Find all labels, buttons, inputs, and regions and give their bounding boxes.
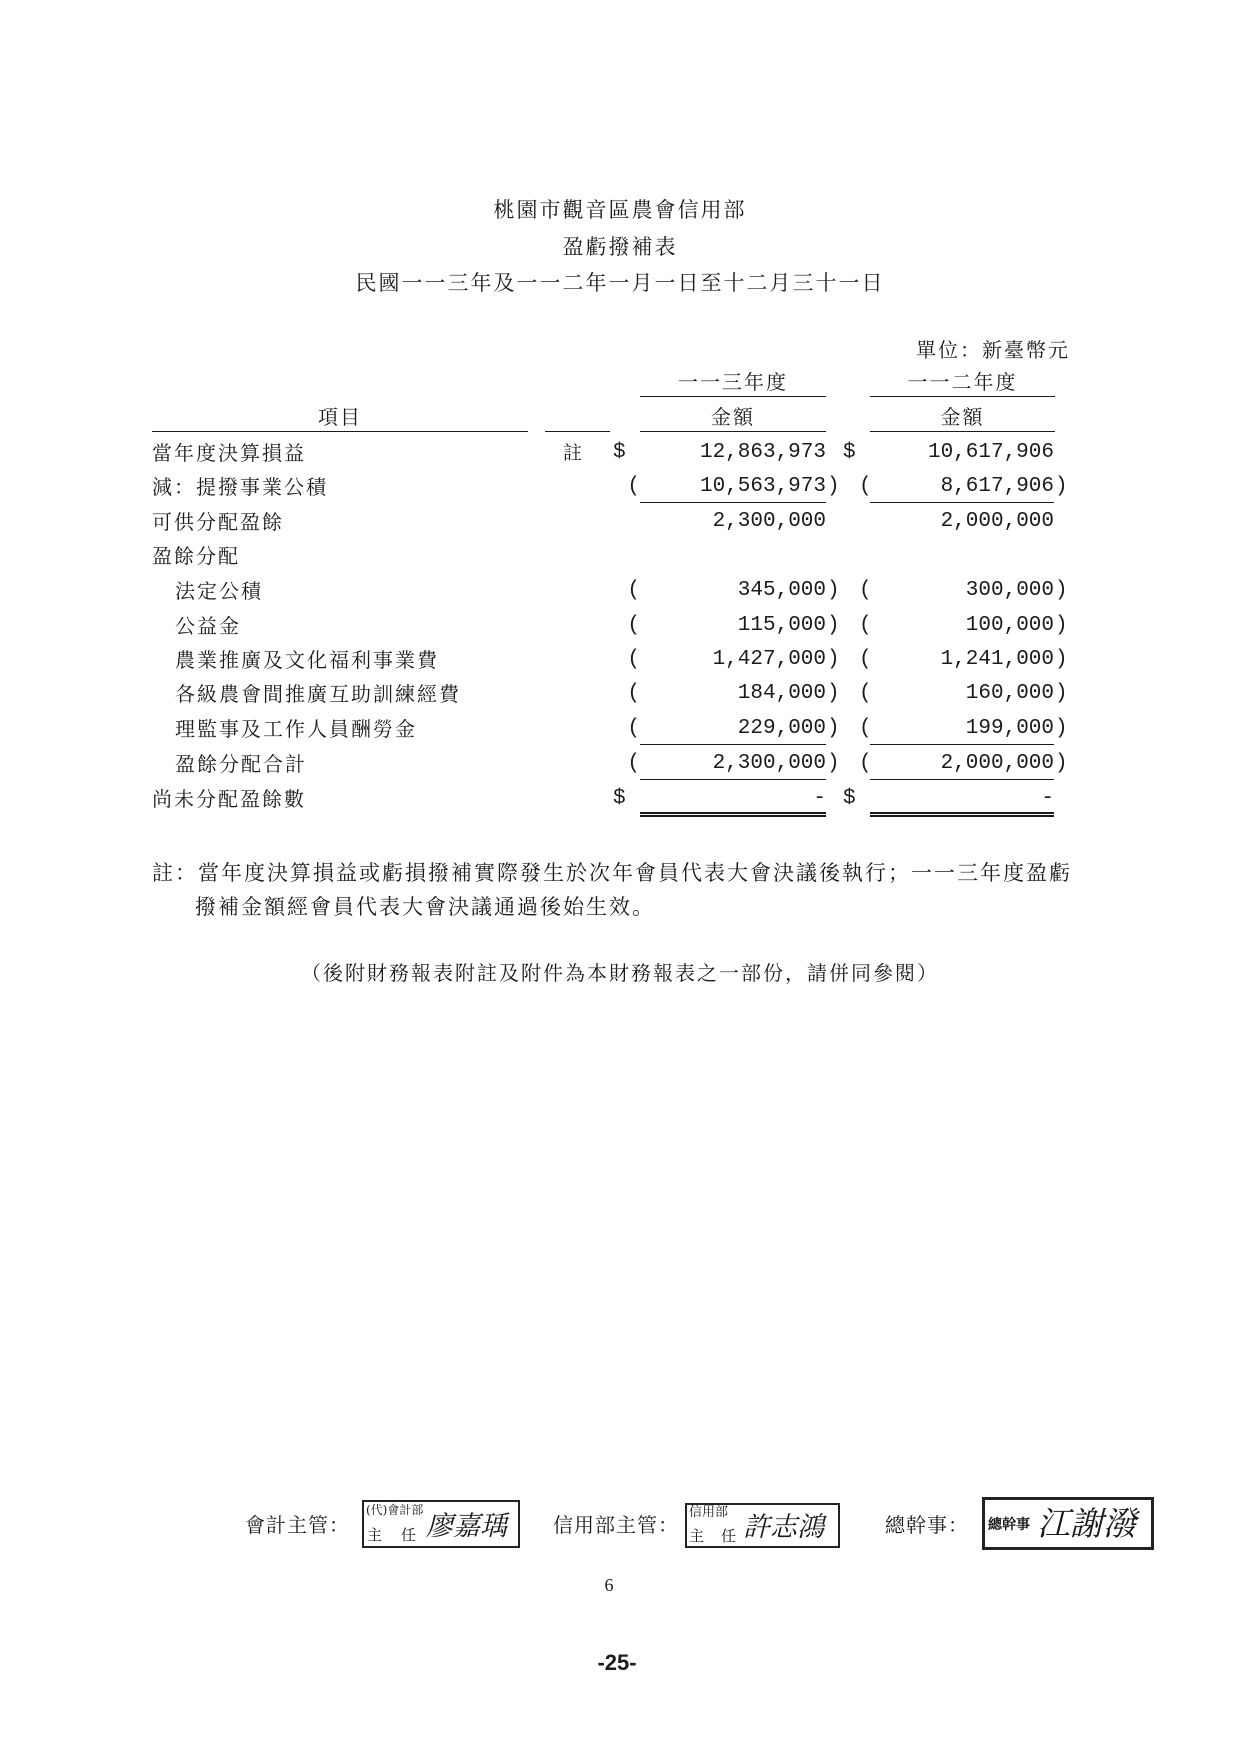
- row-director-staff-remuneration: [0, 714, 1240, 744]
- amount-113: 12,863,973: [699, 441, 826, 464]
- close-paren-112: ): [1055, 475, 1068, 498]
- close-paren-112: ): [1055, 752, 1068, 775]
- currency-symbol-113: $: [613, 787, 626, 810]
- accounting-manager-stamp: [362, 1500, 520, 1548]
- open-paren-113: (: [627, 579, 640, 602]
- stamp-signature-name: 廖嘉瑀: [426, 1511, 507, 1542]
- amount-112: 1,241,000: [940, 648, 1054, 671]
- row-legal-reserve: [0, 576, 1240, 606]
- row-label: 盈餘分配: [152, 544, 240, 568]
- credit-dept-manager-stamp: [685, 1503, 840, 1548]
- row-label: 法定公積: [175, 579, 263, 603]
- reference-note: （後附財務報表附註及附件為本財務報表之一部份，請併同參閱）: [301, 961, 939, 985]
- footnote-line-2: 撥補金額經會員代表大會決議通過後始生效。: [195, 895, 655, 919]
- open-paren-112: (: [859, 475, 872, 498]
- close-paren-113: ): [827, 682, 840, 705]
- row-label: 農業推廣及文化福利事業費: [175, 648, 439, 672]
- row-total-surplus-distribution: [0, 749, 1240, 779]
- column-item: 項目: [152, 404, 528, 432]
- column-note-rule: [545, 404, 610, 432]
- amount-113: 115,000: [737, 614, 826, 637]
- amount-113: 1,427,000: [712, 648, 826, 671]
- note-reference: 註: [563, 442, 583, 464]
- currency-symbol-112: $: [843, 441, 856, 464]
- stamp-role-1: 主: [689, 1527, 705, 1545]
- close-paren-113: ): [827, 717, 840, 740]
- column-amount-112: 金額: [870, 404, 1055, 432]
- row-label: 可供分配盈餘: [152, 510, 284, 534]
- statement-period: 民國一一三年及一一二年一月一日至十二月三十一日: [355, 271, 885, 295]
- open-paren-113: (: [627, 475, 640, 498]
- amount-112: 199,000: [870, 714, 1054, 745]
- close-paren-113: ): [827, 579, 840, 602]
- general-manager-stamp: [982, 1497, 1154, 1550]
- amount-112: 100,000: [965, 614, 1054, 637]
- amount-112: 160,000: [965, 682, 1054, 705]
- footnote-line-1: 註：當年度決算損益或虧損撥補實際發生於次年會員代表大會決議後執行；一一三年度盈虧: [152, 861, 1072, 885]
- amount-112: 8,617,906: [870, 472, 1054, 503]
- stamp-role-2: 任: [401, 1526, 417, 1544]
- column-year-113: 一一三年度: [640, 369, 826, 397]
- open-paren-113: (: [627, 648, 640, 671]
- close-paren-112: ): [1055, 614, 1068, 637]
- open-paren-113: (: [627, 717, 640, 740]
- row-public-welfare-fund: [0, 611, 1240, 641]
- amount-113: 229,000: [640, 714, 826, 745]
- open-paren-113: (: [627, 614, 640, 637]
- page-number: 6: [604, 1575, 614, 1595]
- currency-symbol-113: $: [613, 441, 626, 464]
- stamp-role-1: 主: [367, 1526, 383, 1544]
- row-label: 公益金: [175, 614, 241, 638]
- row-label: 當年度決算損益: [152, 441, 306, 465]
- open-paren-112: (: [859, 682, 872, 705]
- amount-113: 345,000: [737, 579, 826, 602]
- open-paren-113: (: [627, 752, 640, 775]
- amount-113: 2,300,000: [640, 749, 826, 780]
- statement-title: 盈虧撥補表: [562, 235, 678, 259]
- amount-112: 2,000,000: [940, 510, 1054, 533]
- row-agri-promotion-welfare-expense: [0, 645, 1240, 675]
- row-label: 各級農會間推廣互助訓練經費: [175, 682, 461, 706]
- row-current-year-profit-loss: [0, 438, 1240, 468]
- row-label: 盈餘分配合計: [175, 752, 307, 776]
- row-inter-association-training-fund: [0, 679, 1240, 709]
- open-paren-112: (: [859, 579, 872, 602]
- amount-112: 10,617,906: [927, 441, 1054, 464]
- open-paren-112: (: [859, 648, 872, 671]
- credit-dept-manager-label: 信用部主管：: [553, 1513, 679, 1537]
- amount-113: 2,300,000: [712, 510, 826, 533]
- close-paren-113: ): [827, 475, 840, 498]
- close-paren-112: ): [1055, 717, 1068, 740]
- close-paren-112: ): [1055, 648, 1068, 671]
- amount-113: 184,000: [737, 682, 826, 705]
- organization-name: 桃園市觀音區農會信用部: [493, 198, 747, 222]
- open-paren-112: (: [859, 614, 872, 637]
- amount-113: 10,563,973: [640, 472, 826, 503]
- stamp-role-2: 任: [721, 1527, 737, 1545]
- stamp-role: 總幹事: [988, 1517, 1030, 1533]
- open-paren-113: (: [627, 682, 640, 705]
- amount-112: -: [870, 784, 1054, 817]
- amount-112: 300,000: [965, 579, 1054, 602]
- close-paren-112: ): [1055, 579, 1068, 602]
- row-less-business-reserve: [0, 472, 1240, 502]
- general-manager-label: 總幹事：: [885, 1513, 969, 1537]
- column-amount-113: 金額: [640, 404, 826, 432]
- open-paren-112: (: [859, 752, 872, 775]
- row-label: 減：提撥事業公積: [152, 475, 328, 499]
- close-paren-113: ): [827, 752, 840, 775]
- row-distributable-surplus: [0, 507, 1240, 537]
- amount-113: -: [640, 784, 826, 817]
- column-year-112: 一一二年度: [870, 369, 1055, 397]
- currency-symbol-112: $: [843, 787, 856, 810]
- currency-unit: 單位：新臺幣元: [916, 338, 1070, 362]
- stamp-signature-name: 江謝潑: [1037, 1504, 1136, 1543]
- close-paren-113: ): [827, 614, 840, 637]
- folio-number: -25-: [597, 1650, 637, 1675]
- open-paren-112: (: [859, 717, 872, 740]
- row-surplus-distribution-heading: [0, 541, 1240, 571]
- amount-112: 2,000,000: [870, 749, 1054, 780]
- stamp-dept: 信用部: [689, 1505, 729, 1520]
- stamp-dept: (代)會計部: [366, 1503, 424, 1517]
- accounting-manager-label: 會計主管：: [245, 1513, 350, 1537]
- close-paren-113: ): [827, 648, 840, 671]
- row-label: 理監事及工作人員酬勞金: [175, 717, 417, 741]
- close-paren-112: ): [1055, 682, 1068, 705]
- row-undistributed-surplus: [0, 784, 1240, 814]
- row-label: 尚未分配盈餘數: [152, 787, 306, 811]
- stamp-signature-name: 許志鴻: [743, 1512, 824, 1543]
